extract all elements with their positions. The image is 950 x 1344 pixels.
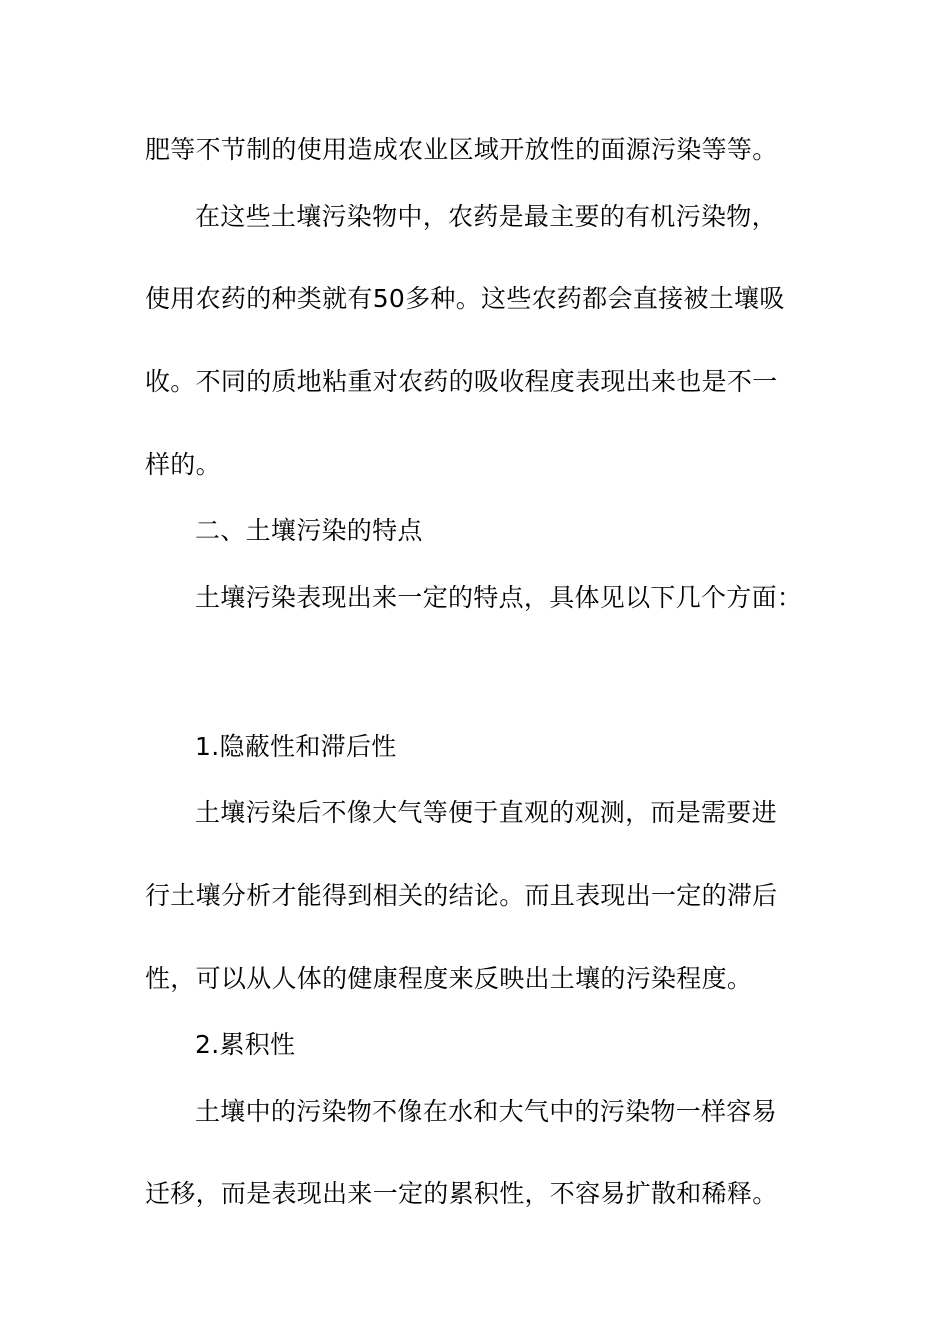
- paragraph-line: 行土壤分析才能得到相关的结论。而且表现出一定的滞后: [145, 881, 778, 910]
- paragraph-line: 性，可以从人体的健康程度来反映出土壤的污染程度。: [145, 964, 753, 993]
- paragraph-line: 土壤中的污染物不像在水和大气中的污染物一样容易: [195, 1097, 777, 1126]
- paragraph-line: 在这些土壤污染物中，农药是最主要的有机污染物，: [195, 202, 777, 231]
- paragraph-line: 样的。: [145, 450, 221, 479]
- subsection-heading: 2.累积性: [195, 1030, 296, 1059]
- subsection-heading: 1.隐蔽性和滞后性: [195, 732, 397, 761]
- paragraph-line: 肥等不节制的使用造成农业区域开放性的面源污染等等。: [145, 135, 778, 164]
- paragraph-line: 使用农药的种类就有50多种。这些农药都会直接被土壤吸: [145, 284, 785, 313]
- paragraph-line: 迁移，而是表现出来一定的累积性，不容易扩散和稀释。: [145, 1179, 778, 1208]
- paragraph-line: 土壤污染后不像大气等便于直观的观测，而是需要进: [195, 798, 777, 827]
- paragraph-line: 收。不同的质地粘重对农药的吸收程度表现出来也是不一: [145, 367, 778, 396]
- section-heading: 二、土壤污染的特点: [195, 516, 423, 545]
- paragraph-line: 土壤污染表现出来一定的特点，具体见以下几个方面：: [195, 583, 803, 612]
